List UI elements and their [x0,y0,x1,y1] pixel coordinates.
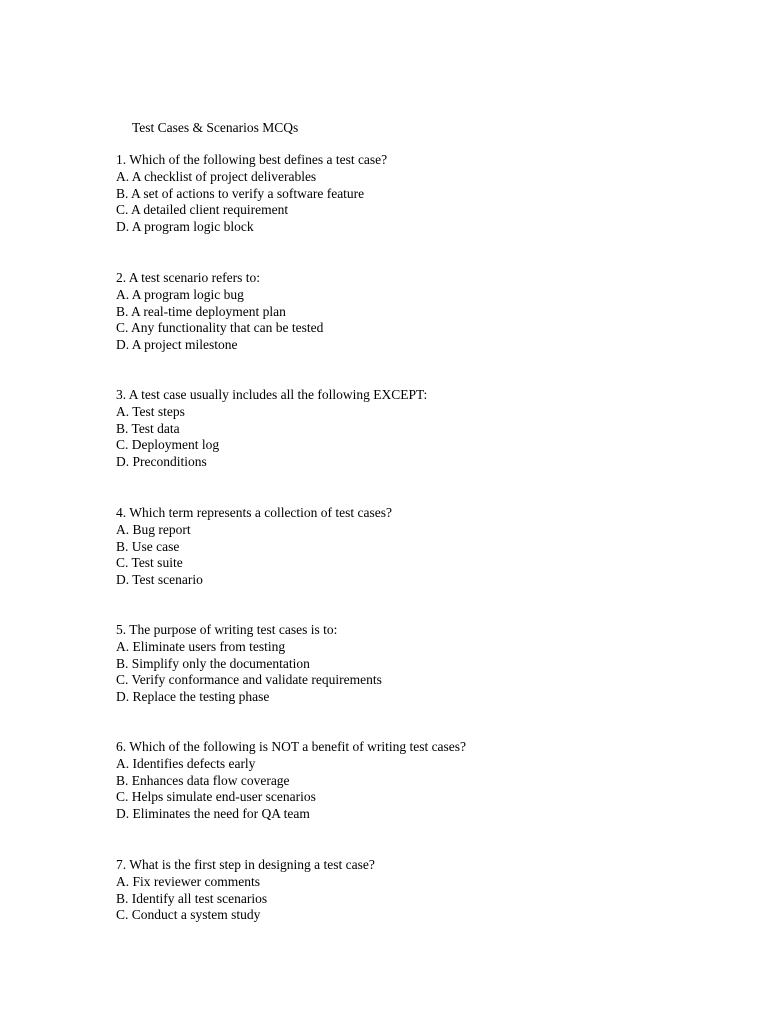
question-stem: 2. A test scenario refers to: [116,270,260,285]
answer-option: B. Test data [116,420,180,436]
question-5 [116,622,382,706]
answer-option: A. Test steps [116,403,185,419]
question-1 [116,152,387,236]
question-stem: 6. Which of the following is NOT a benefit of writing test cases? [116,739,467,754]
question-stem: 4. Which term represents a collection of test cases? [116,505,393,520]
answer-option: A. Fix reviewer comments [116,873,260,889]
answer-option: A. A checklist of project deliverables [116,168,317,184]
answer-option: B. A real-time deployment plan [116,303,286,319]
answer-option: A. Identifies defects early [116,755,256,771]
answer-option: D. Preconditions [116,454,207,470]
answer-option: C. Test suite [116,555,183,571]
question-4 [116,505,392,589]
question-stem: 3. A test case usually includes all the following EXCEPT: [116,387,428,402]
answer-option: B. Enhances data flow coverage [116,772,290,788]
answer-option: A. A program logic bug [116,286,244,302]
answer-option: D. Test scenario [116,572,203,588]
question-6 [116,739,466,823]
question-stem: 7. What is the first step in designing a test case? [116,857,375,872]
answer-option: D. A program logic block [116,219,254,235]
answer-option: D. A project milestone [116,337,238,353]
answer-option: C. Helps simulate end-user scenarios [116,789,316,805]
question-7 [116,857,375,924]
question-2 [116,270,323,354]
answer-option: A. Bug report [116,521,191,537]
answer-option: B. Use case [116,538,180,554]
answer-option: C. Deployment log [116,437,220,453]
question-stem: 5. The purpose of writing test cases is to: [116,622,338,637]
answer-option: C. A detailed client requirement [116,202,289,218]
answer-option: A. Eliminate users from testing [116,638,286,654]
answer-option: C. Verify conformance and validate requirements [116,672,382,688]
document-title: Test Cases & Scenarios MCQs [132,120,299,135]
answer-option: B. Simplify only the documentation [116,655,310,671]
answer-option: B. A set of actions to verify a software feature [116,185,365,201]
question-3 [116,387,427,471]
answer-option: D. Eliminates the need for QA team [116,806,310,822]
question-stem: 1. Which of the following best defines a test case? [116,152,388,167]
answer-option: C. Any functionality that can be tested [116,320,324,336]
answer-option: B. Identify all test scenarios [116,890,268,906]
answer-option: C. Conduct a system study [116,907,261,923]
answer-option: D. Replace the testing phase [116,689,270,705]
